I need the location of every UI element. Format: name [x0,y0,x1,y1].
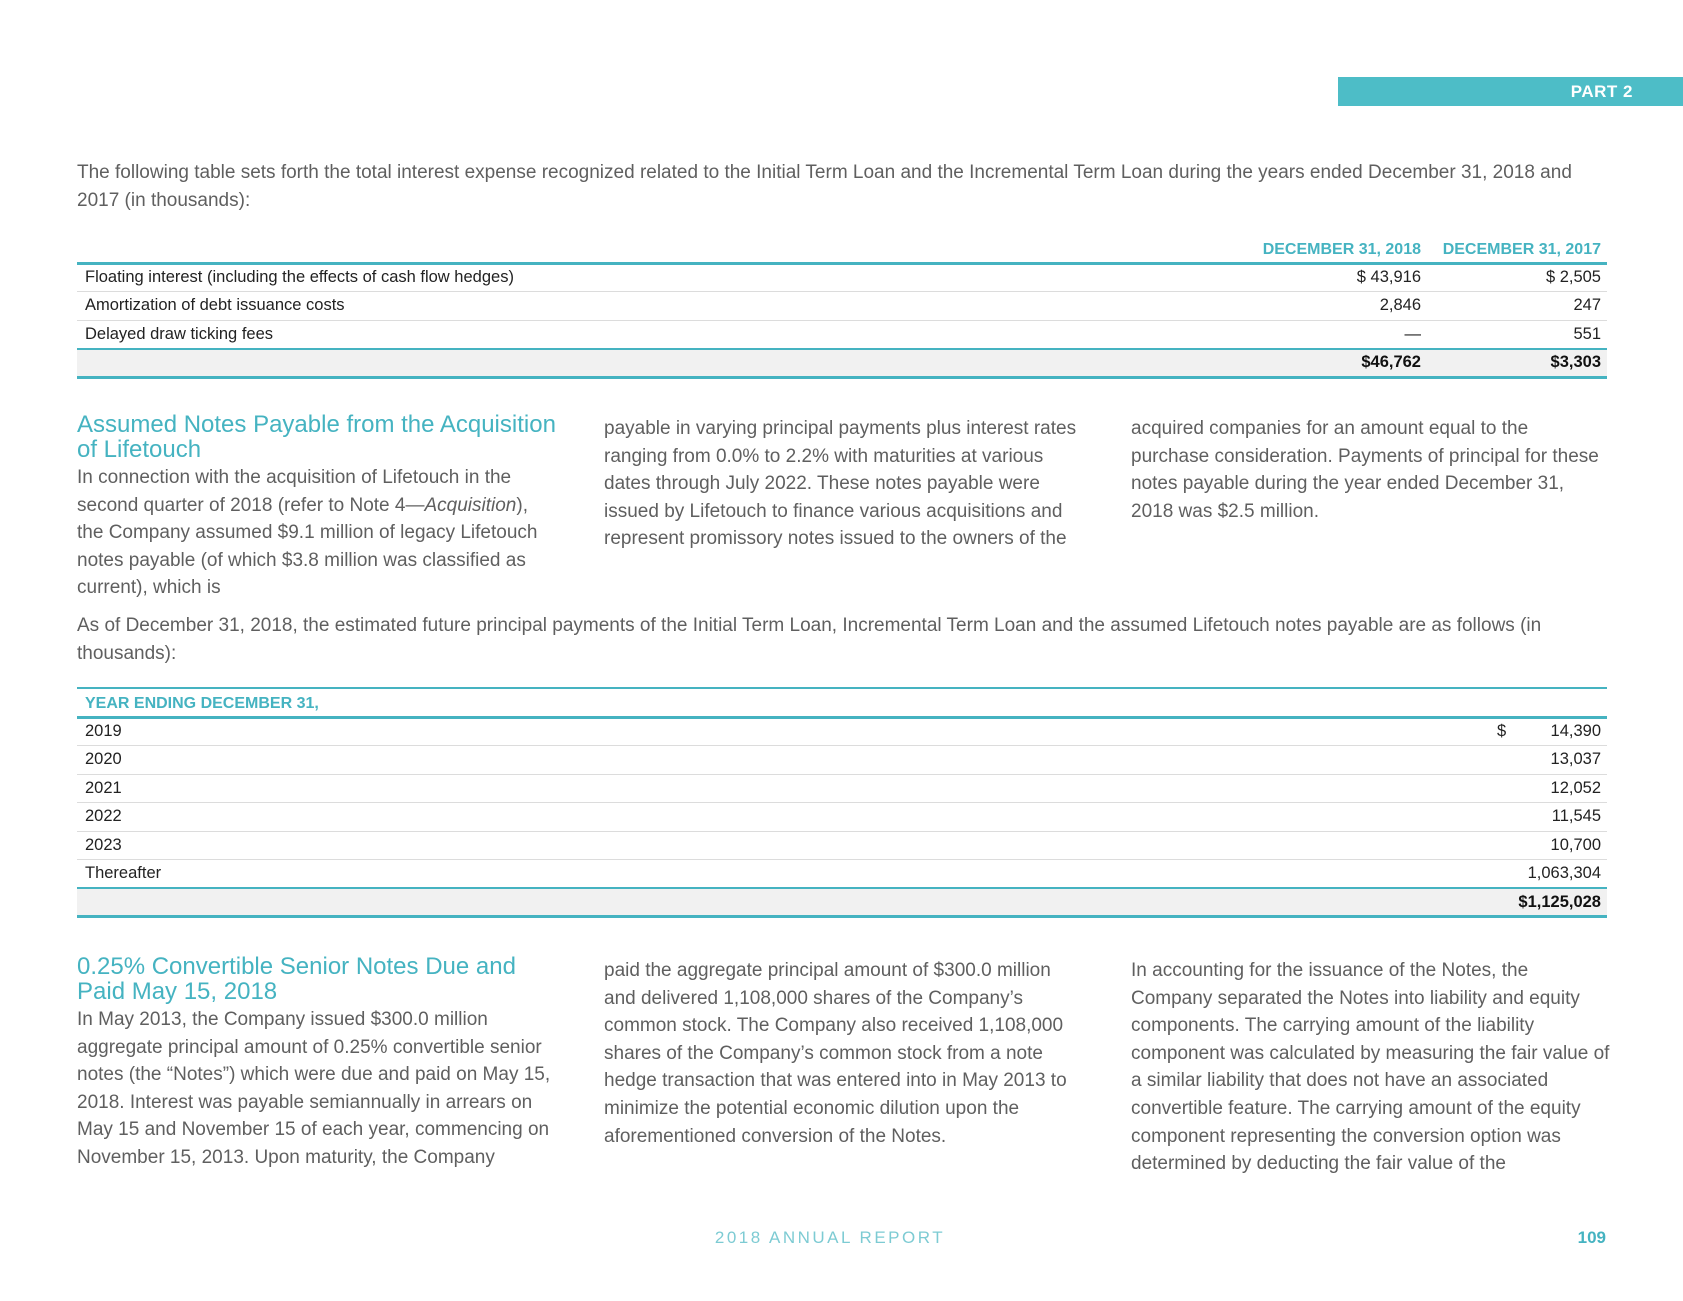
interest-expense-table [77,234,1607,379]
row-label: Delayed draw ticking fees [77,320,1247,349]
section-heading-convertible-notes: 0.25% Convertible Senior Notes Due and Paid May 15, 2018 [77,953,516,1005]
section2-column-3 [1131,957,1611,1178]
value-2018: 2,846 [1247,292,1427,321]
table-row [77,263,1607,292]
column-header-2017: DECEMBER 31, 2017 [1427,234,1607,263]
value-2018: — [1247,320,1427,349]
value-2017: $ 2,505 [1427,263,1607,292]
section2-col1-text: In May 2013, the Company issued $300.0 million aggregate principal amount of 0.25% convertible senior notes (the “Notes”) which were due and paid on May 15, 2018. Interest was payable semiannually in arrears on May 15 and November 15 of each year, commencing on November 15, 2013. Upon maturity, the Company [77,1009,551,1168]
currency-symbol: $ [1497,717,1527,746]
row-amount: 1,063,304 [1527,860,1607,889]
total-row [77,888,1607,917]
section-heading-assumed-notes: Assumed Notes Payable from the Acquisition of Lifetouch [77,411,556,463]
total-2017: $3,303 [1427,349,1607,378]
row-year: 2022 [77,803,1497,832]
table-row [77,717,1607,746]
intro-paragraph-payments: As of December 31, 2018, the estimated future principal payments of the Initial Term Loan, Incremental Term Loan and the assumed Lifetouch notes payable are as follows (in thousands): [77,615,1542,664]
row-year: 2023 [77,831,1497,860]
row-amount: 14,390 [1527,717,1607,746]
value-2017: 551 [1427,320,1607,349]
row-label: Floating interest (including the effects of cash flow hedges) [77,263,1247,292]
section1-column-1 [77,412,557,602]
column-header-2018: DECEMBER 31, 2018 [1247,234,1427,263]
section1-col1-text: In connection with the acquisition of Lifetouch in the second quarter of 2018 (refer to Note 4—Acquisition), the Company assumed $9.1 million of legacy Lifetouch notes payable (of which $3.8 million was classified as current), which is [77,467,538,599]
footer-report-title: 2018 ANNUAL REPORT [714,1228,946,1247]
row-label: Amortization of debt issuance costs [77,292,1247,321]
row-amount: 10,700 [1527,831,1607,860]
section1-col2-text: payable in varying principal payments plus interest rates ranging from 0.0% to 2.2% with maturities at various dates through July 2022. These notes payable were issued by Lifetouch to finance various acquisitions and represent promissory notes issued to the owners of the [604,418,1077,550]
table-row [77,320,1607,349]
table-row [77,803,1607,832]
section2-col3-text: In accounting for the issuance of the Notes, the Company separated the Notes into liability and equity components. The carrying amount of the liability component was calculated by measuring the fair value of a similar liability that does not have an associated convertible feature. The carrying amount of the equity component representing the conversion option was determined by deducting the fair value of the [1131,960,1610,1175]
table-row [77,831,1607,860]
table-row [77,774,1607,803]
total-row [77,349,1607,378]
row-year: Thereafter [77,860,1497,889]
value-2018: $ 43,916 [1247,263,1427,292]
table-header-row [77,234,1607,263]
principal-payments-table [77,687,1607,918]
part-label: PART 2 [1338,77,1683,106]
column-header-year: YEAR ENDING DECEMBER 31, [77,688,1497,717]
table-row [77,292,1607,321]
payments-total: $1,125,028 [1497,888,1607,917]
intro-paragraph-interest: The following table sets forth the total interest expense recognized related to the Initial Term Loan and the Incremental Term Loan during the years ended December 31, 2018 and 2017 (in thousands): [77,162,1572,211]
value-2017: 247 [1427,292,1607,321]
row-amount: 11,545 [1527,803,1607,832]
table-row [77,860,1607,889]
table-header-row [77,688,1607,717]
row-year: 2019 [77,717,1497,746]
section1-column-2 [604,415,1084,553]
section1-col3-text: acquired companies for an amount equal to the purchase consideration. Payments of principal for these notes payable during the year ended December 31, 2018 was $2.5 million. [1131,418,1599,522]
section2-column-2 [604,957,1084,1150]
row-year: 2020 [77,746,1497,775]
row-amount: 13,037 [1527,746,1607,775]
section2-column-1 [77,954,557,1172]
total-2018: $46,762 [1247,349,1427,378]
table-row [77,746,1607,775]
section2-col2-text: paid the aggregate principal amount of $300.0 million and delivered 1,108,000 shares of the Company’s common stock. The Company also received 1,108,000 shares of the Company’s common stock from a note hedge transaction that was entered into in May 2013 to minimize the potential economic dilution upon the aforementioned conversion of the Notes. [604,960,1067,1147]
page-number: 109 [1577,1228,1606,1247]
section1-column-3 [1131,415,1611,525]
row-amount: 12,052 [1527,774,1607,803]
row-year: 2021 [77,774,1497,803]
